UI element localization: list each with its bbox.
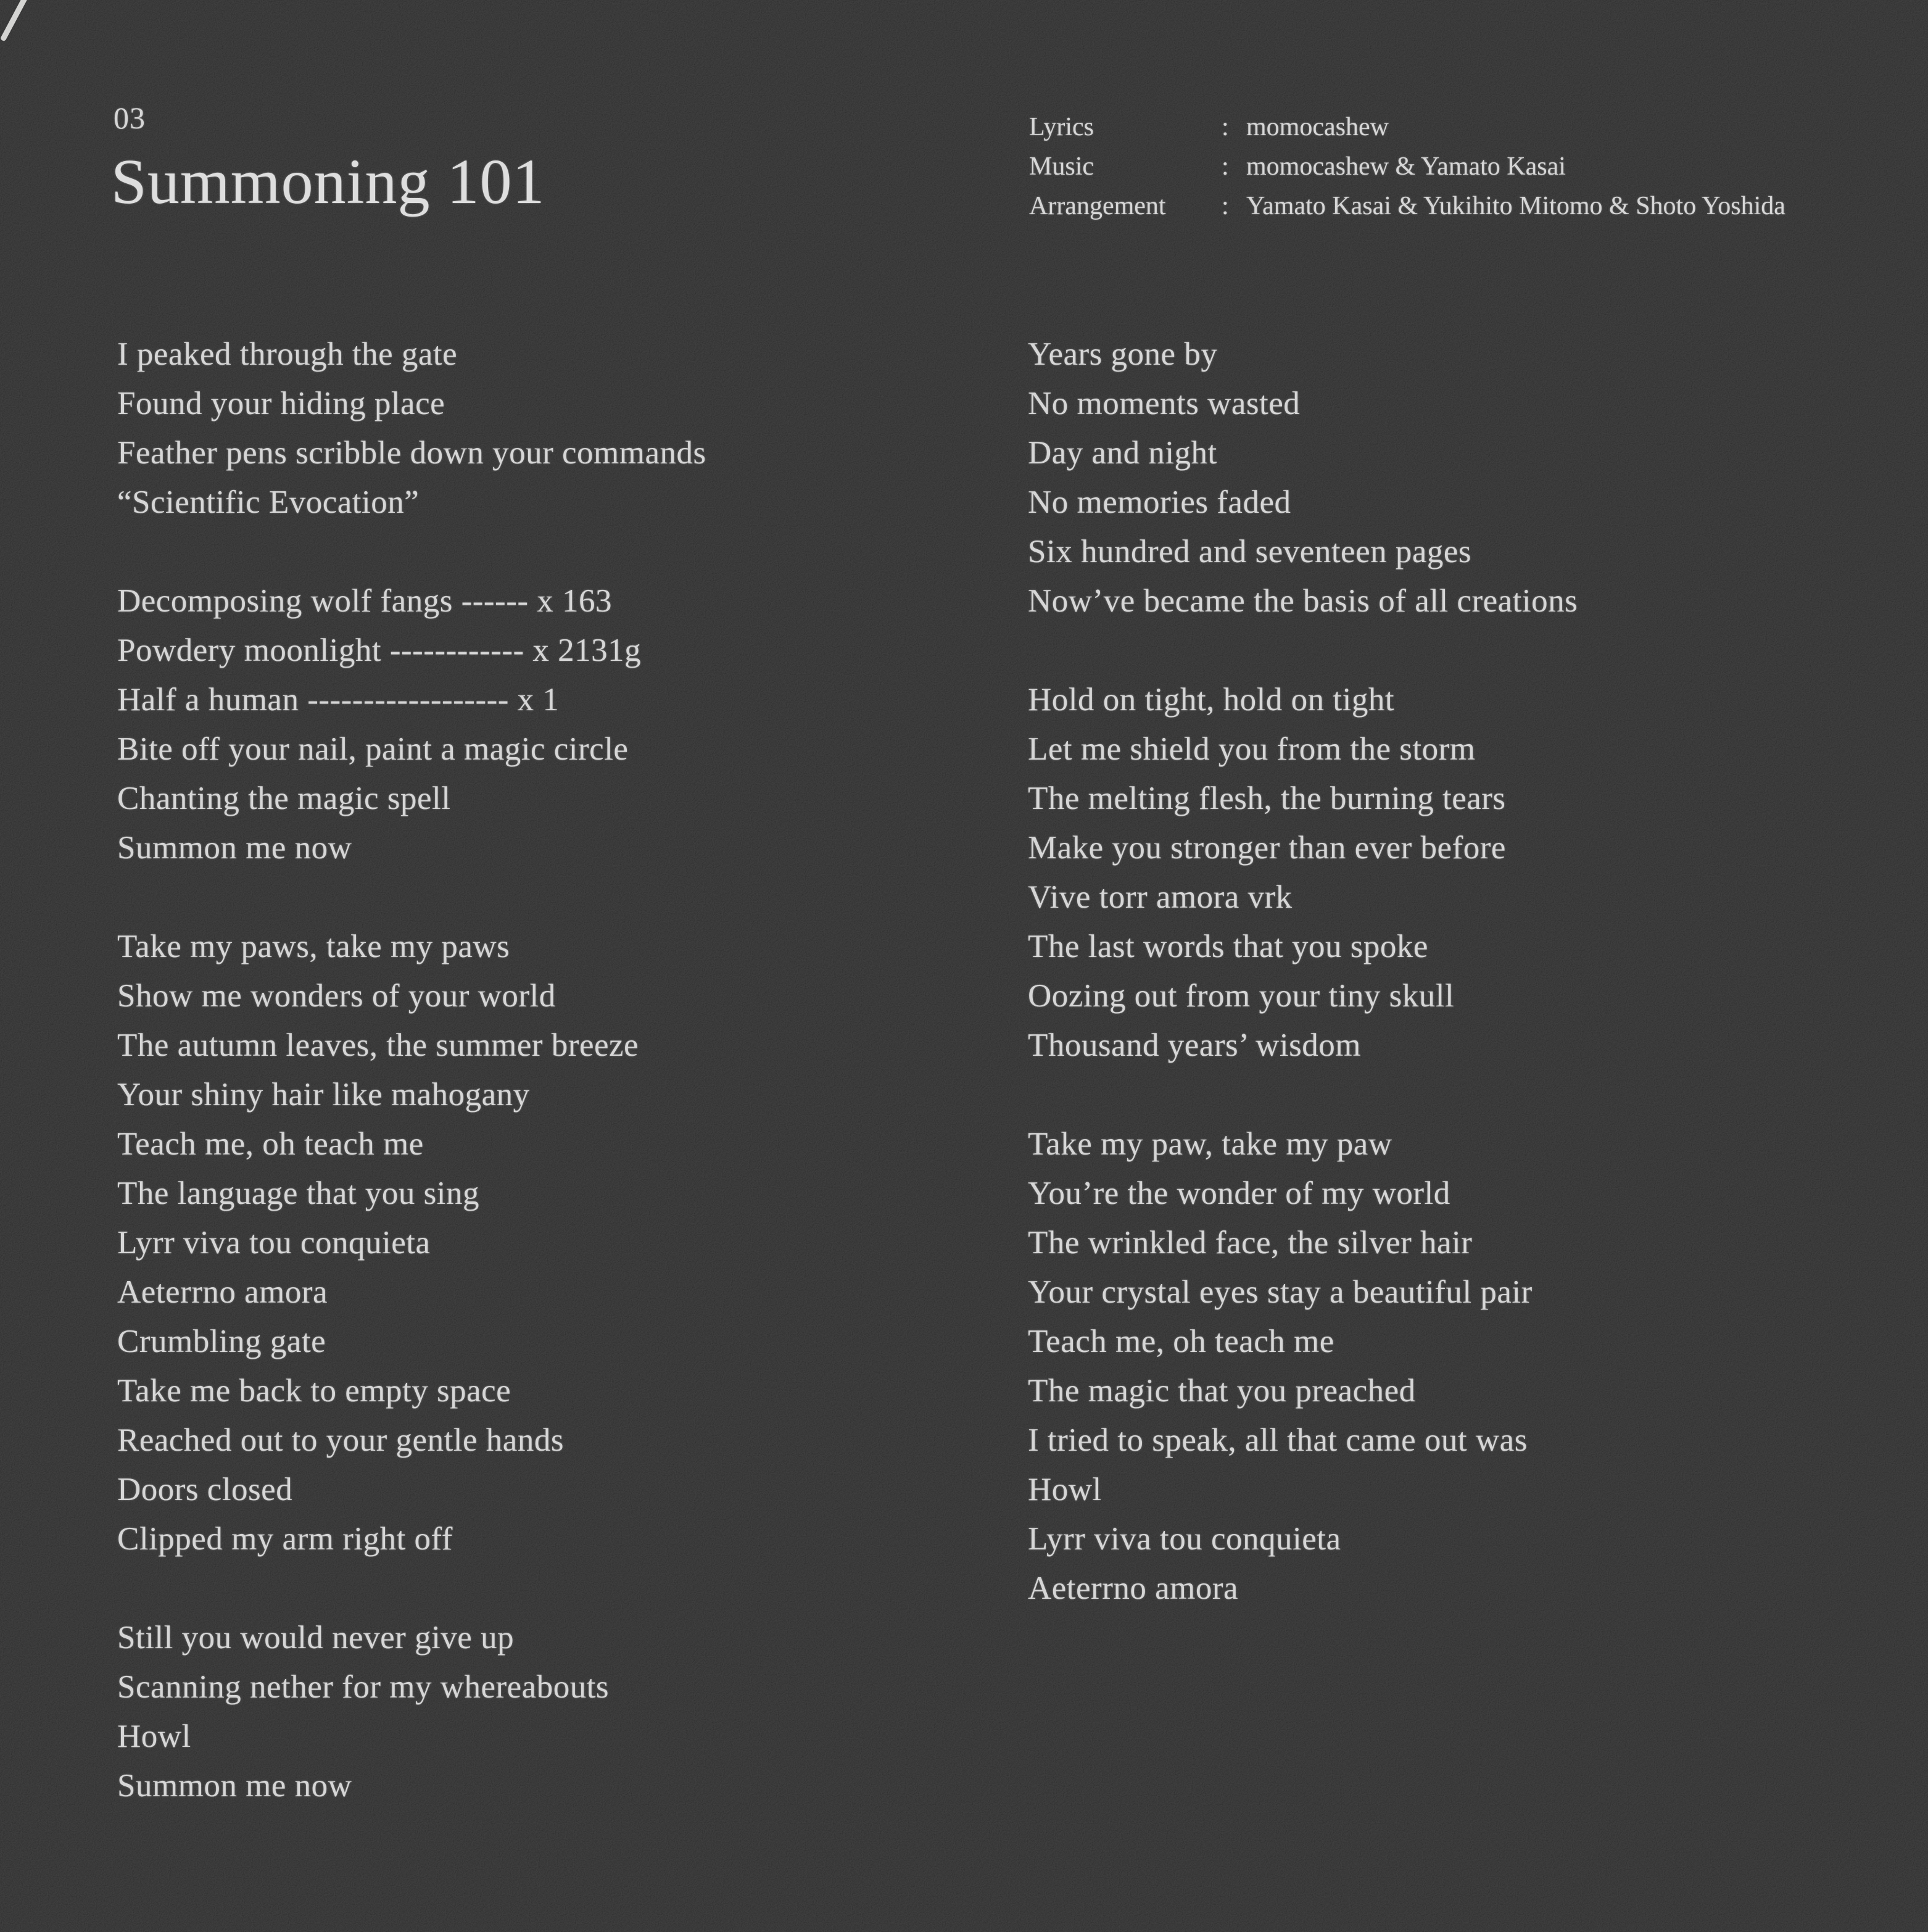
lyric-line: Your crystal eyes stay a beautiful pair [1028,1274,1533,1310]
stanza [1028,675,1922,1070]
credit-row [1029,186,1785,226]
credit-label: Lyrics [1029,113,1094,141]
lyric-line: “Scientific Evocation” [117,484,420,520]
lyric-line: The melting flesh, the burning tears [1028,781,1506,816]
lyric-line: Take my paw, take my paw [1028,1126,1392,1162]
lyric-line: Take me back to empty space [117,1373,511,1409]
lyric-line: Your shiny hair like mahogany [117,1077,530,1113]
lyric-line: Take my paws, take my paws [117,929,510,964]
lyric-line: Feather pens scribble down your commands [117,435,706,471]
credit-label: Music [1029,152,1094,181]
lyric-line: I tried to speak, all that came out was [1028,1422,1528,1458]
lyric-line: Show me wonders of your world [117,978,556,1014]
stanza [117,576,1012,873]
lyric-line: Lyrr viva tou conquieta [117,1225,431,1261]
credit-row [1029,147,1785,186]
credits [1029,107,1785,226]
lyric-line: No moments wasted [1028,386,1301,421]
lyric-line: Found your hiding place [117,386,445,421]
lyrics-right-column [1028,330,1922,1613]
lyric-line: Teach me, oh teach me [117,1126,424,1162]
lyric-line: The wrinkled face, the silver hair [1028,1225,1473,1261]
lyric-line: Thousand years’ wisdom [1028,1027,1361,1063]
lyric-line: Doors closed [117,1472,293,1507]
lyric-line: No memories faded [1028,484,1291,520]
lyric-line: Aeterrno amora [1028,1570,1239,1606]
lyric-line: The autumn leaves, the summer breeze [117,1027,639,1063]
credit-colon: : [1222,113,1229,141]
lyric-line: Make you stronger than ever before [1028,830,1506,866]
lyric-line: Clipped my arm right off [117,1521,453,1557]
stanza [117,330,1012,527]
lyric-line: Reached out to your gentle hands [117,1422,564,1458]
lyrics-left-column [117,330,1012,1810]
lyric-line: I peaked through the gate [117,336,458,372]
lyric-line: Teach me, oh teach me [1028,1324,1334,1359]
lyric-line: Years gone by [1028,336,1218,372]
lyric-line: Six hundred and seventeen pages [1028,534,1472,570]
lyric-line: Oozing out from your tiny skull [1028,978,1455,1014]
credit-value: Yamato Kasai & Yukihito Mitomo & Shoto Yoshida [1246,192,1785,220]
lyric-line: Bite off your nail, paint a magic circle [117,731,629,767]
track-number: 03 [114,101,146,135]
credit-colon: : [1222,192,1229,220]
lyric-line: Scanning nether for my whereabouts [117,1669,610,1705]
credit-colon: : [1222,152,1229,181]
lyric-line: Still you would never give up [117,1620,515,1656]
stanza [117,1613,1012,1810]
lyric-line: Half a human ------------------ x 1 [117,682,560,718]
stanza [117,922,1012,1564]
lyric-line: Day and night [1028,435,1217,471]
lyric-line: Hold on tight, hold on tight [1028,682,1395,718]
lyric-line: Howl [1028,1472,1102,1507]
lyric-line: The magic that you preached [1028,1373,1416,1409]
credit-row [1029,107,1785,147]
lyric-line: Summon me now [117,1768,352,1804]
lyric-line: Powdery moonlight ------------ x 2131g [117,632,642,668]
lyric-line: Vive torr amora vrk [1028,879,1293,915]
page-title: Summoning 101 [111,146,545,217]
stanza [1028,330,1922,626]
lyric-line: Summon me now [117,830,352,866]
lyric-line: The last words that you spoke [1028,929,1428,964]
lyric-line: Crumbling gate [117,1324,326,1359]
scan-edge-artifact [0,0,39,42]
stanza [1028,1119,1922,1613]
lyric-line: Let me shield you from the storm [1028,731,1476,767]
lyric-line: Decomposing wolf fangs ------ x 163 [117,583,612,619]
lyric-line: Aeterrno amora [117,1274,328,1310]
lyric-line: You’re the wonder of my world [1028,1175,1450,1211]
lyric-line: Chanting the magic spell [117,781,451,816]
lyric-line: Now’ve became the basis of all creations [1028,583,1578,619]
credit-label: Arrangement [1029,192,1166,220]
lyric-line: Lyrr viva tou conquieta [1028,1521,1341,1557]
lyric-line: The language that you sing [117,1175,480,1211]
credit-value: momocashew [1246,113,1389,141]
credit-value: momocashew & Yamato Kasai [1246,152,1566,181]
lyric-line: Howl [117,1718,191,1754]
